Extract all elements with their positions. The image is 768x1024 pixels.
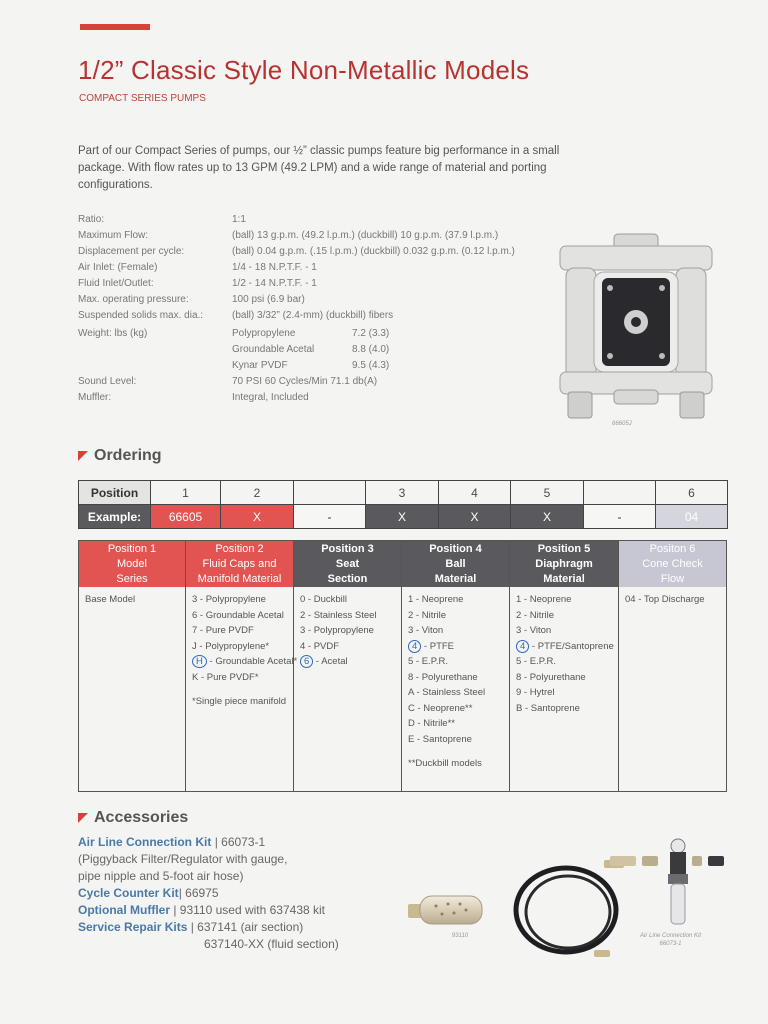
- spec-label: Displacement per cycle:: [78, 246, 185, 257]
- column-body: [510, 587, 618, 716]
- accessory-name: Air Line Connection Kit: [78, 835, 212, 849]
- position-label: Position: [79, 481, 151, 505]
- example-cell: -: [584, 505, 656, 529]
- example-cell: 04: [656, 505, 728, 529]
- column-body: [619, 587, 726, 608]
- column-position-4: [402, 541, 510, 791]
- pump-caption: 66605J: [612, 421, 632, 427]
- spec-value: (ball) 3/32” (2.4-mm) (duckbill) fibers: [232, 310, 394, 321]
- column-subtitle: Section: [327, 573, 368, 585]
- position-cell: [294, 481, 366, 505]
- accessory-number: | 66073-1: [214, 835, 266, 849]
- option-item: 6 - Groundable Acetal: [192, 609, 284, 621]
- selection-circle: H: [192, 655, 207, 668]
- position-cell: 5: [511, 481, 584, 505]
- column-position-5: [510, 541, 619, 791]
- column-title: Position 5: [537, 543, 591, 555]
- option-item: 1 - Neoprene: [408, 594, 464, 605]
- flag-icon: [78, 813, 88, 823]
- column-position-6: [619, 541, 726, 791]
- flag-icon: [78, 451, 88, 461]
- muffler-image: [406, 890, 486, 930]
- option-item-selected: 6 - Acetal: [300, 654, 396, 670]
- accessory-number: | 93110 used with 637438 kit: [173, 903, 326, 917]
- weight-value: 7.2 (3.3): [352, 328, 390, 339]
- spec-label: Muffler:: [78, 392, 112, 403]
- accessory-cycle-counter: [78, 885, 339, 902]
- position-cell: 1: [151, 481, 221, 505]
- accessory-name: Cycle Counter Kit: [78, 886, 179, 900]
- selection-circle: 6: [300, 655, 313, 668]
- column-header: [79, 541, 185, 587]
- column-header: [294, 541, 401, 587]
- accessory-repair-kits: [78, 919, 339, 936]
- column-title: Position 1: [107, 543, 157, 555]
- example-cell: -: [294, 505, 366, 529]
- ordering-heading-text: Ordering: [94, 447, 162, 464]
- option-item-selected: H - Groundable Acetal*: [192, 654, 288, 670]
- page-title: 1/2” Classic Style Non-Metallic Models: [78, 55, 530, 85]
- accessory-number: | 637141 (air section): [190, 920, 304, 934]
- option-item: 2 - Nitrile: [516, 609, 555, 621]
- column-body: [294, 587, 401, 670]
- column-subtitle: Fluid Caps and: [202, 558, 277, 570]
- filter-regulator-image: [608, 838, 728, 928]
- accessory-name: Service Repair Kits: [78, 920, 188, 934]
- column-subtitle: Seat: [335, 558, 360, 570]
- regulator-caption-line: Air Line Connection Kit: [640, 933, 702, 939]
- column-body: [186, 587, 298, 710]
- option-item: 04 - Top Discharge: [625, 594, 705, 605]
- accessory-air-line-kit: [78, 834, 339, 851]
- option-item: 0 - Duckbill: [300, 594, 347, 605]
- accessories-heading-text: Accessories: [94, 809, 189, 826]
- spec-value: (ball) 13 g.p.m. (49.2 l.p.m.) (duckbill) 10 g.p.m. (37.9 l.p.m.): [232, 230, 499, 241]
- example-label: Example:: [79, 505, 151, 529]
- spec-label: Sound Level:: [78, 376, 137, 387]
- column-position-2: [186, 541, 298, 791]
- spec-value: 100 psi (6.9 bar): [232, 294, 305, 305]
- option-item-selected: 4 - PTFE: [408, 639, 504, 655]
- column-subtitle: Cone Check: [642, 558, 703, 570]
- accent-bar: [80, 24, 150, 30]
- position-cell: 6: [656, 481, 728, 505]
- column-subtitle: Material: [434, 573, 477, 585]
- column-position-1: [79, 541, 186, 791]
- spec-label: Fluid Inlet/Outlet:: [78, 278, 154, 289]
- option-item: A - Stainless Steel: [408, 687, 486, 698]
- spec-label: Ratio:: [78, 214, 105, 225]
- option-item: 2 - Stainless Steel: [300, 609, 377, 621]
- option-item: 8 - Polyurethane: [516, 671, 586, 683]
- option-item: 5 - E.P.R.: [516, 656, 556, 667]
- column-subtitle: Series: [116, 573, 148, 585]
- position-cell: 3: [366, 481, 439, 505]
- option-item: 4 - PVDF: [300, 640, 340, 652]
- option-item: 2 - Nitrile: [408, 609, 447, 621]
- example-row: [79, 505, 728, 529]
- option-item: 9 - Hytrel: [516, 687, 555, 698]
- column-subtitle: Manifold Material: [197, 573, 282, 585]
- spec-label: Weight: lbs (kg): [78, 328, 148, 339]
- column-header: [402, 541, 509, 587]
- option-item: 8 - Polyurethane: [408, 671, 478, 683]
- spec-label: Maximum Flow:: [78, 230, 149, 241]
- option-item: E - Santoprene: [408, 733, 472, 745]
- column-header: [186, 541, 293, 587]
- weight-material: Polypropylene: [232, 328, 296, 339]
- option-item: Base Model: [85, 594, 136, 605]
- accessory-number: | 66975: [178, 886, 219, 900]
- option-item: 3 - Viton: [408, 625, 444, 636]
- option-item: 5 - E.P.R.: [408, 656, 448, 667]
- column-subtitle: Model: [117, 558, 147, 570]
- position-cell: 2: [221, 481, 294, 505]
- column-subtitle: Material: [543, 573, 585, 585]
- column-header: [510, 541, 618, 587]
- column-body: [79, 587, 185, 608]
- pump-image: [556, 232, 716, 422]
- accessory-description: (Piggyback Filter/Regulator with gauge,: [78, 852, 288, 866]
- accessory-muffler: [78, 902, 339, 919]
- options-grid: [78, 540, 727, 792]
- column-position-3: [294, 541, 402, 791]
- spec-label: Max. operating pressure:: [78, 294, 189, 305]
- option-item: 3 - Polypropylene: [192, 594, 266, 605]
- example-cell: X: [439, 505, 511, 529]
- column-title: Position 4: [429, 543, 482, 555]
- weight-material: Groundable Acetal: [232, 344, 315, 355]
- spec-value: Integral, Included: [232, 392, 309, 403]
- spec-value: 1/2 - 14 N.P.T.F. - 1: [232, 278, 317, 289]
- option-item: J - Polypropylene*: [192, 640, 270, 652]
- regulator-caption: [640, 932, 701, 948]
- spec-value: 1/4 - 18 N.P.T.F. - 1: [232, 262, 317, 273]
- column-note: **Duckbill models: [408, 758, 482, 769]
- accessories-list: [78, 834, 339, 953]
- position-row: [79, 481, 728, 505]
- intro-paragraph: Part of our Compact Series of pumps, our ½” classic pumps feature big performance in a small package. With flow rates up to 13 GPM (49.2 LPM) and a wide range of material and porting configurations.: [78, 145, 560, 191]
- option-item: K - Pure PVDF*: [192, 671, 259, 683]
- column-subtitle: Ball: [445, 558, 466, 570]
- ordering-table: [78, 480, 728, 529]
- example-cell: X: [366, 505, 439, 529]
- option-item: C - Neoprene**: [408, 702, 473, 714]
- column-header: [619, 541, 726, 587]
- weight-material: Kynar PVDF: [232, 360, 288, 371]
- spec-label: Air Inlet: (Female): [78, 262, 158, 273]
- column-subtitle: Flow: [660, 573, 685, 585]
- column-subtitle: Diaphragm: [535, 558, 593, 570]
- option-item: 3 - Viton: [516, 625, 552, 636]
- accessories-heading: [78, 809, 188, 827]
- option-item: 3 - Polypropylene: [300, 625, 374, 636]
- example-cell: X: [221, 505, 294, 529]
- spec-value: 1:1: [232, 214, 246, 225]
- weight-value: 9.5 (4.3): [352, 360, 390, 371]
- muffler-caption: 93110: [452, 933, 469, 939]
- weight-value: 8.8 (4.0): [352, 344, 390, 355]
- ordering-heading: [78, 447, 162, 465]
- accessory-name: Optional Muffler: [78, 903, 170, 917]
- option-item: D - Nitrile**: [408, 718, 455, 729]
- example-cell: X: [511, 505, 584, 529]
- accessory-description: pipe nipple and 5-foot air hose): [78, 869, 244, 883]
- accessory-number: 637140-XX (fluid section): [204, 937, 339, 951]
- column-title: Positon 6: [649, 543, 696, 555]
- option-item-selected: 4 - PTFE/Santoprene: [516, 639, 613, 655]
- position-cell: [584, 481, 656, 505]
- selection-circle: 4: [408, 640, 421, 653]
- column-title: Position 2: [215, 543, 264, 555]
- option-item: B - Santoprene: [516, 702, 580, 714]
- selection-circle: 4: [516, 640, 529, 653]
- option-item: 7 - Pure PVDF: [192, 625, 254, 636]
- page-subtitle: COMPACT SERIES PUMPS: [79, 93, 206, 104]
- spec-value: (ball) 0.04 g.p.m. (.15 l.p.m.) (duckbill) 0.032 g.p.m. (0.12 l.p.m.): [232, 246, 515, 257]
- example-cell: 66605: [151, 505, 221, 529]
- option-item: 1 - Neoprene: [516, 594, 572, 605]
- regulator-caption-line: 66073-1: [659, 941, 682, 947]
- position-cell: 4: [439, 481, 511, 505]
- spec-label: Suspended solids max. dia.:: [78, 310, 204, 321]
- column-body: [402, 587, 509, 772]
- spec-value: 70 PSI 60 Cycles/Min 71.1 db(A): [232, 376, 378, 387]
- column-title: Position 3: [321, 543, 374, 555]
- column-note: *Single piece manifold: [192, 696, 287, 707]
